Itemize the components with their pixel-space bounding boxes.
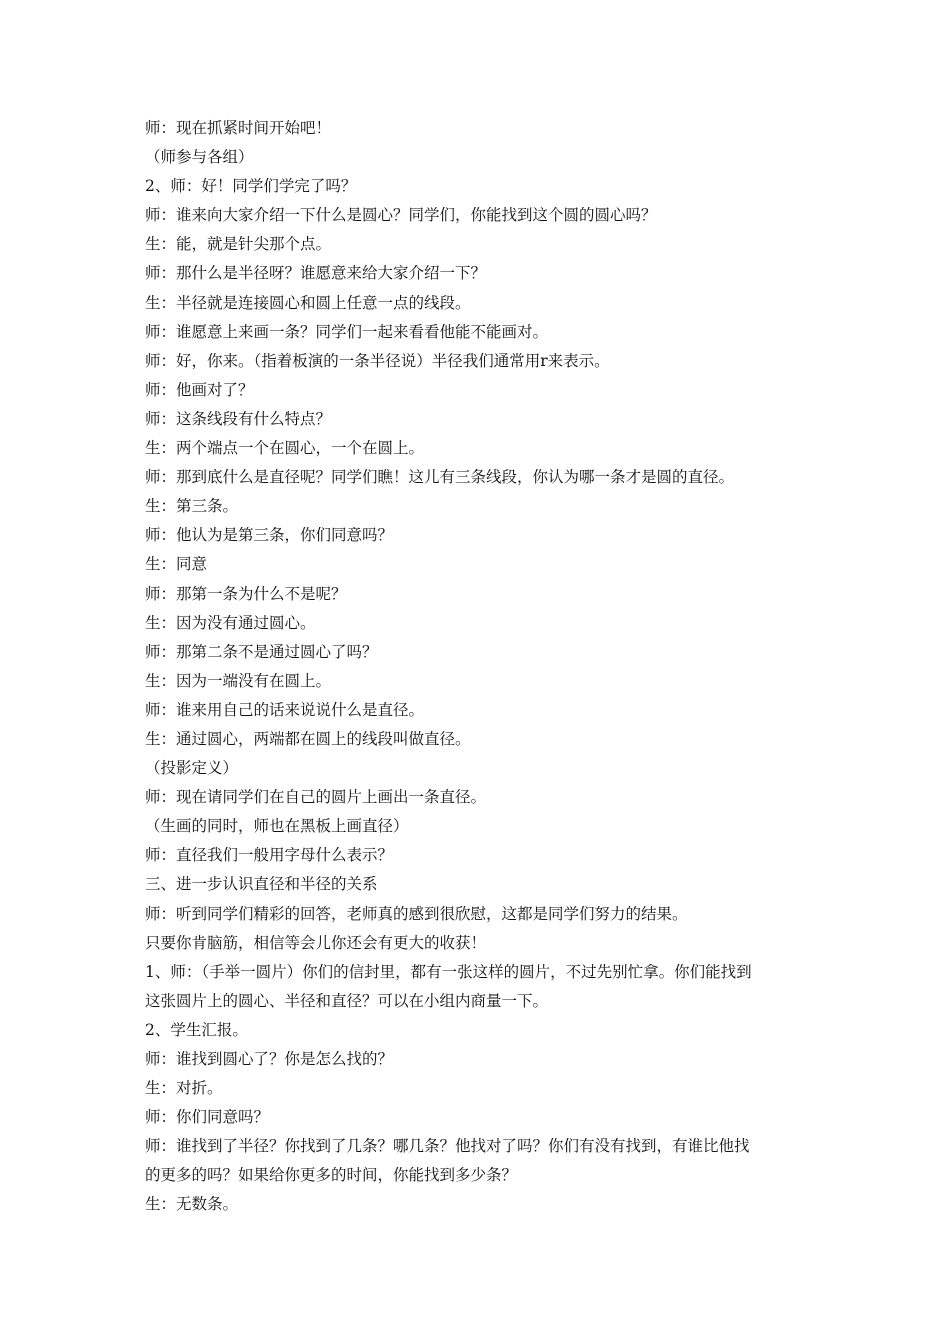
text-line: 师：谁来用自己的话来说说什么是直径。: [145, 700, 425, 719]
text-line: 师：听到同学们精彩的回答，老师真的感到很欣慰，这都是同学们努力的结果。: [145, 904, 688, 923]
text-line: 生：通过圆心，两端都在圆上的线段叫做直径。: [145, 729, 471, 748]
text-line: 这张圆片上的圆心、半径和直径？可以在小组内商量一下。: [145, 991, 549, 1010]
text-line: 师：这条线段有什么特点？: [145, 409, 332, 428]
text-line: 生：两个端点一个在圆心，一个在圆上。: [145, 439, 425, 458]
text-line: 师：好，你来。（指着板演的一条半径说）半径我们通常用r来表示。: [145, 351, 610, 370]
text-line: 师：现在抓紧时间开始吧！: [145, 119, 332, 137]
text-line: 生：因为没有通过圆心。: [145, 613, 316, 632]
section-heading: 三、进一步认识直径和半径的关系: [145, 875, 378, 894]
text-line: 生：对折。: [145, 1079, 223, 1098]
text-line: 师：他认为是第三条，你们同意吗？: [145, 526, 394, 545]
text-line: 师：那什么是半径呀？谁愿意来给大家介绍一下？: [145, 264, 487, 283]
text-line: 的更多的吗？如果给你更多的时间，你能找到多少条？: [145, 1166, 518, 1185]
text-line: 生：能，就是针尖那个点。: [145, 235, 332, 254]
text-line: 师：谁愿意上来画一条？同学们一起来看看他能不能画对。: [145, 322, 549, 341]
text-line: 师：谁来向大家介绍一下什么是圆心？同学们，你能找到这个圆的圆心吗？: [145, 206, 657, 225]
text-line: 师：那第一条为什么不是呢？: [145, 584, 347, 603]
text-line: 师：谁找到圆心了？你是怎么找的？: [145, 1050, 394, 1068]
text-line: （投影定义）: [145, 759, 239, 778]
text-line: 2、师：好！同学们学完了吗？: [145, 177, 357, 196]
text-line: 生：因为一端没有在圆上。: [145, 671, 332, 690]
text-line: 师：那第二条不是通过圆心了吗？: [145, 642, 378, 661]
text-line: （师参与各组）: [145, 148, 254, 167]
text-line: 只要你肯脑筋，相信等会儿你还会有更大的收获！: [145, 933, 487, 952]
text-line: 生：第三条。: [145, 497, 239, 516]
text-line: 师：直径我们一般用字母什么表示？: [145, 846, 394, 865]
text-line: 生：无数条。: [145, 1195, 239, 1214]
text-line: 师：那到底什么是直径呢？同学们瞧！这儿有三条线段，你认为哪一条才是圆的直径。: [145, 468, 735, 487]
text-line: 师：谁找到了半径？你找到了几条？哪几条？他找对了吗？你们有没有找到，有谁比他找: [145, 1137, 750, 1156]
text-line: 生：半径就是连接圆心和圆上任意一点的线段。: [145, 293, 471, 312]
text-line: 师：你们同意吗？: [145, 1108, 270, 1127]
text-line: 1、师：（手举一圆片）你们的信封里，都有一张这样的圆片，不过先别忙拿。你们能找到: [145, 962, 752, 981]
text-line: 2、学生汇报。: [145, 1020, 248, 1039]
text-line: 师：现在请同学们在自己的圆片上画出一条直径。: [145, 788, 487, 807]
text-line: 师：他画对了？: [145, 380, 254, 399]
document-body: [145, 114, 825, 1220]
text-line: （生画的同时，师也在黑板上画直径）: [145, 817, 409, 836]
text-line: 生：同意: [145, 555, 208, 574]
